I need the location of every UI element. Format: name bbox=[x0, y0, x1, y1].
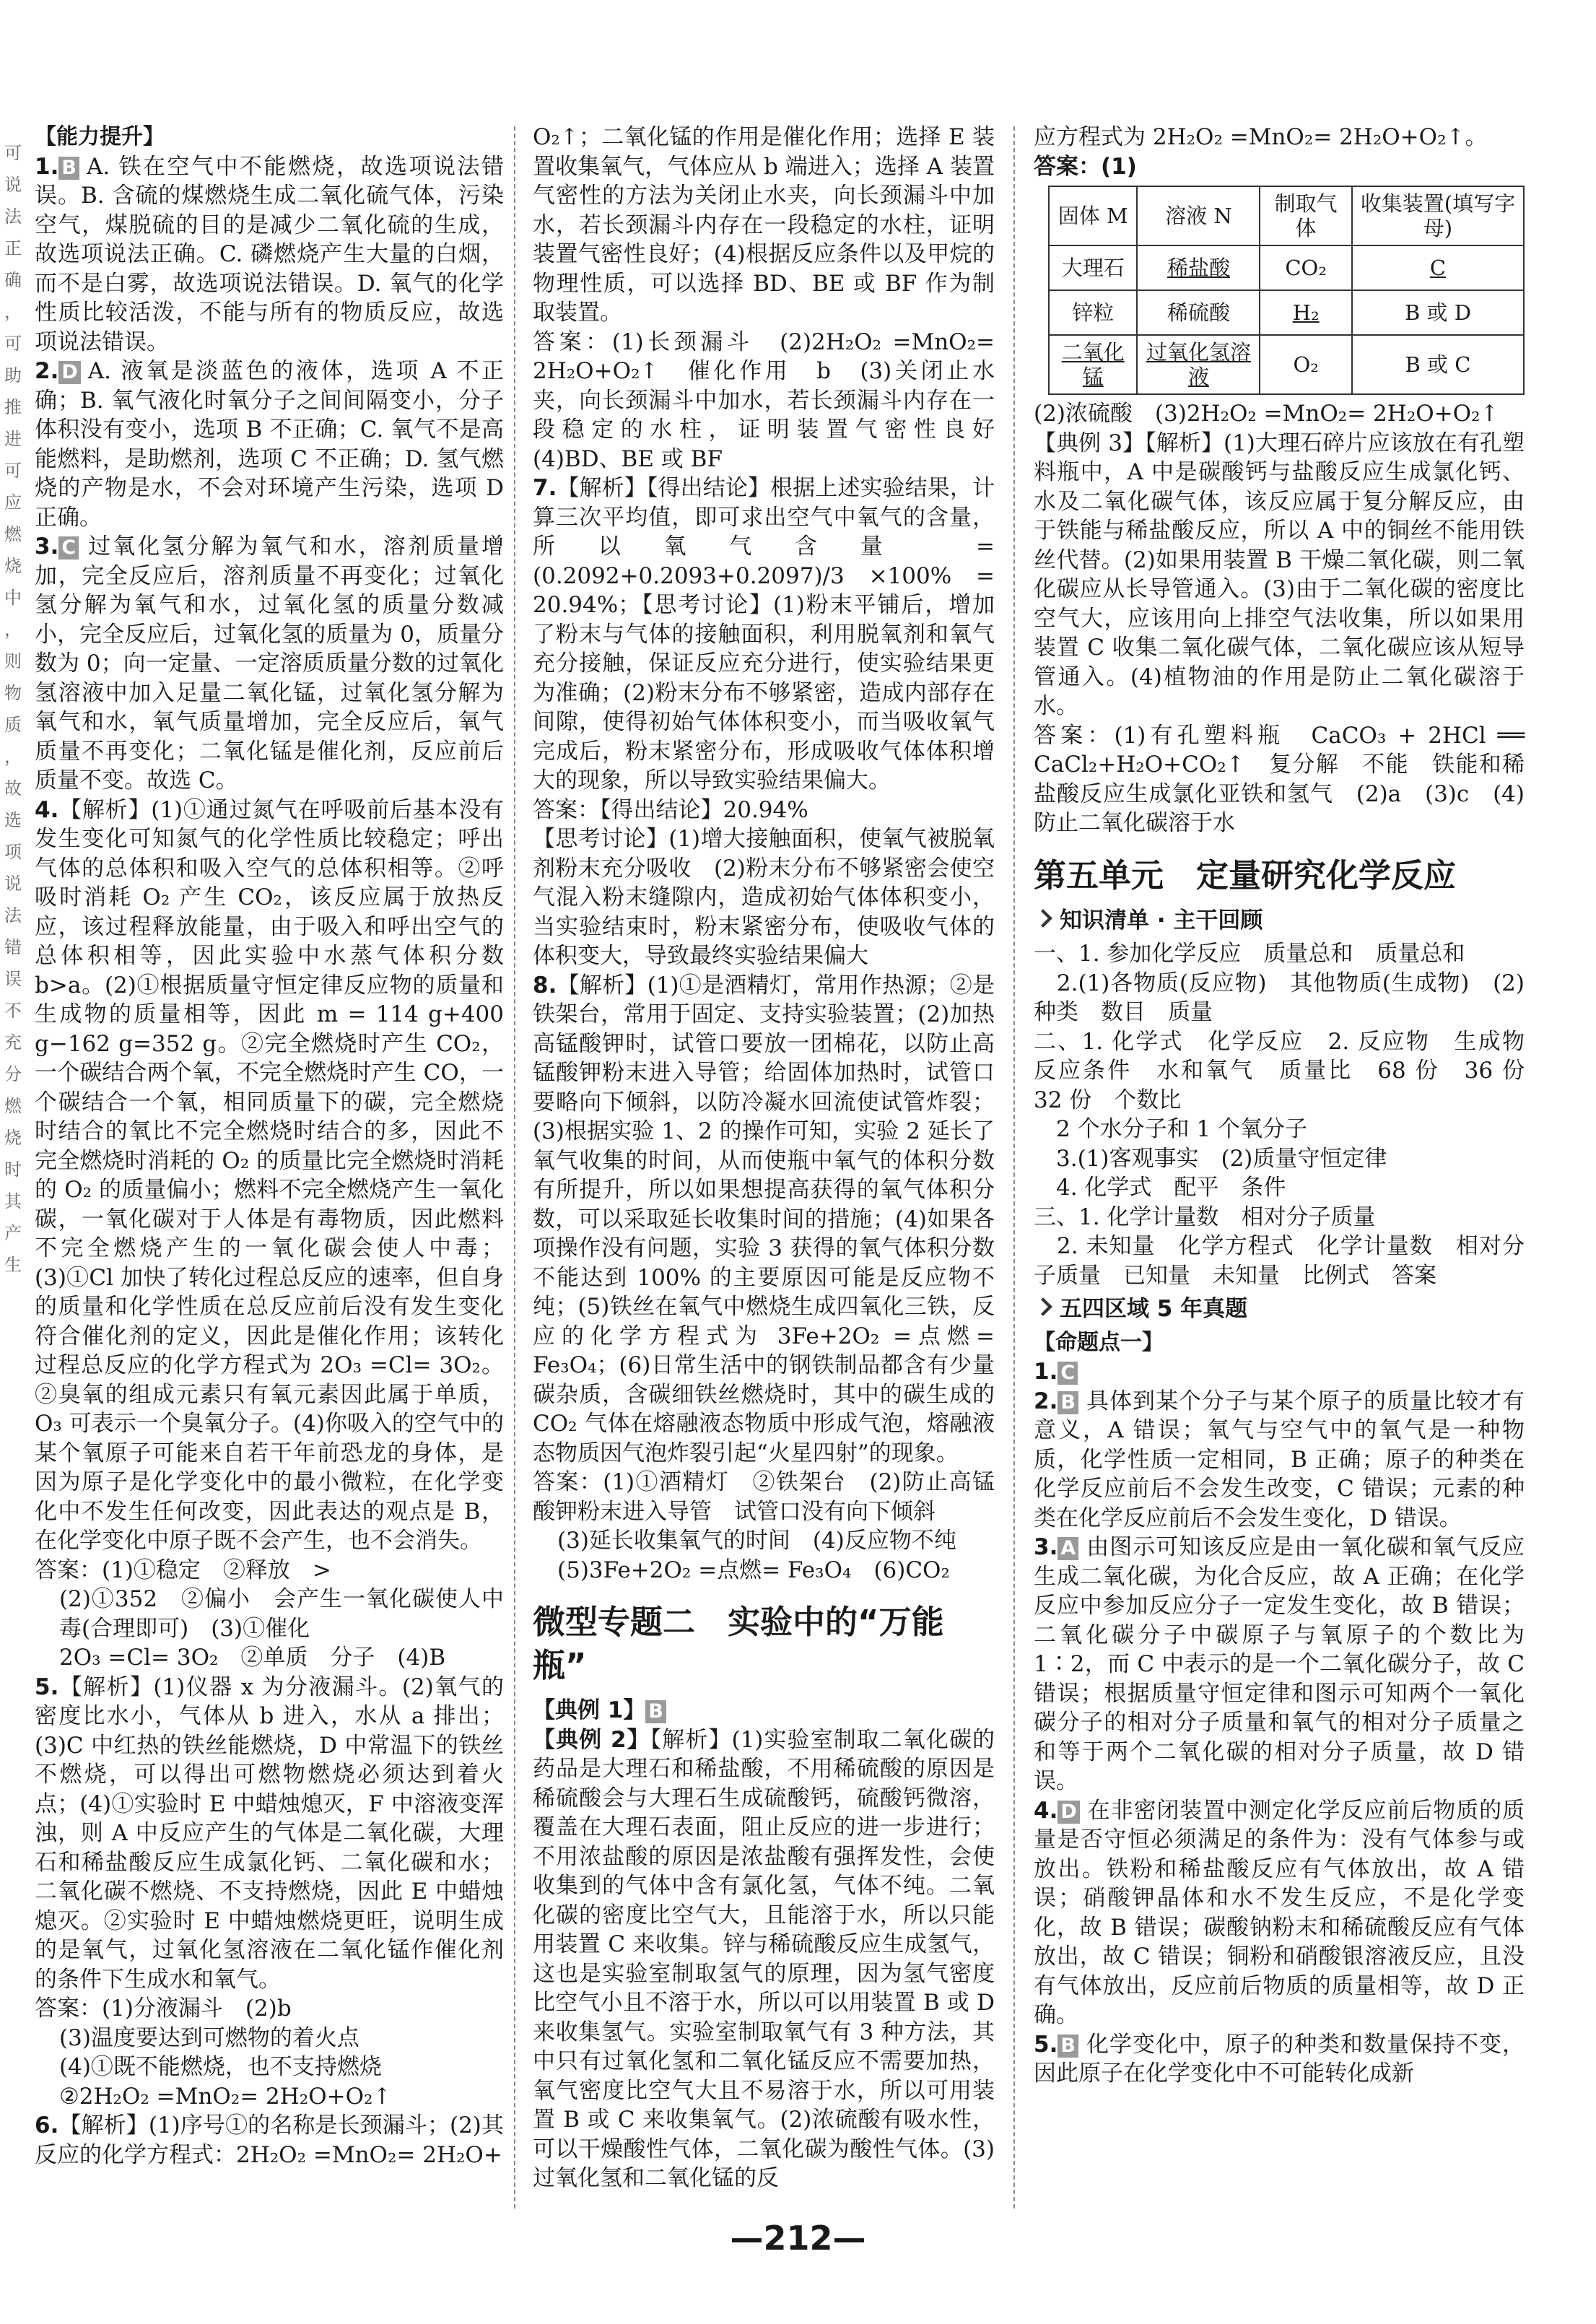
answer-badge: C bbox=[58, 536, 79, 560]
question-text: 具体到某个分子与某个原子的质量比较才有意义，A 错误；氧气与空气中的氧气是一种物质，化学性质一定相同，B 正确；原子的种类在化学反应前后不会发生改变，C 错误；元素的种类在化学反应前后不会发生变化，D 错误。 bbox=[1034, 1388, 1525, 1531]
question-number: 3. bbox=[1034, 1534, 1058, 1560]
table-cell: C bbox=[1352, 245, 1524, 290]
answer-badge: B bbox=[1058, 1391, 1078, 1414]
table-cell: 过氧化氢溶液 bbox=[1137, 335, 1260, 394]
exam-item bbox=[1034, 1796, 1525, 2030]
page-number: —212— bbox=[730, 2219, 866, 2258]
question-number: 1. bbox=[35, 153, 59, 180]
special-topic-title: 微型专题二 实验中的“万能瓶” bbox=[533, 1603, 944, 1684]
question-text: 【解析】(1)①是酒精灯，常用作热源；②是铁架台，常用于固定、支持实验装置；(2)加热高锰酸钾时，试管口要放一团棉花，以防止高锰酸钾粉末进入导管；给固体加热时，试管口要略向下倾斜，以防冷凝水回流使试管炸裂；(3)根据实验 1、2 的操作可知，实验 2 延长了氧气收集的时间，从而使瓶中氧气的体积分数有所提升，所以如果想提高获得的氧气体积分数，可以采取延长收集时间的措施；(4)如果各项操作没有问题，实验 3 获得的氧气体积分数不能达到 100% 的主要原因可能是反应物不纯；(5)铁丝在氧气中燃烧生成四氧化三铁，反应的化学方程式为 3Fe+2O₂ =点燃= Fe₃O₄；(6)日常生活中的钢铁制品都含有少量碳杂质，含碳细铁丝燃烧时，其中的碳生成的 CO₂ 气体在熔融液态物质中形成气泡，熔融液态物质因气泡炸裂引起“火星四射”的现象。 bbox=[533, 972, 995, 1466]
knowledge-list bbox=[1034, 939, 1547, 1290]
question-item bbox=[35, 796, 504, 1556]
question-item bbox=[35, 1673, 504, 1995]
equation-line: 应方程式为 2H₂O₂ =MnO₂= 2H₂O+O₂↑。 bbox=[1034, 124, 1488, 150]
section-heading bbox=[1034, 1294, 1525, 1324]
answer-line: (4)①既不能燃烧，也不支持燃烧 bbox=[59, 2054, 382, 2080]
knowledge-line: 二、1. 化学式 化学反应 2. 反应物 生成物 反应条件 水和氧气 质量比 68 份 36 份 32 份 个数比 bbox=[1034, 1028, 1547, 1113]
question-number: 7. bbox=[533, 475, 557, 501]
question-text: 在非密闭装置中测定化学反应前后物质的质量是否守恒必须满足的条件为：没有气体参与或放出。铁粉和稀盐酸反应有气体放出，故 A 错误；硝酸钾晶体和水不发生反应，不是化学变化，故 B 错误；碳酸钠粉末和稀硫酸反应有气体放出，故 C 错误；铜粉和硝酸银溶液反应，且没有气体放出，反应前后物质的质量相等，故 D 正确。 bbox=[1034, 1797, 1525, 2028]
question-text: 【解析】(1)①通过氮气在呼吸前后基本没有发生变化可知氮气的化学性质比较稳定；呼出气体的总体积和吸入空气的总体积相等。②呼吸时消耗 O₂ 产生 CO₂，该反应属于放热反应，该过程释放能量，由于吸入和呼出空气的总体积相等，因此实验中水蒸气体积分数 b>a。(2)①根据质量守恒定律反应物的质量和生成物的质量相等，因此 m = 114 g+400 g−162 g=352 g。②完全燃烧时产生 CO₂，一个碳结合两个氧，不完全燃烧时产生 CO，一个碳结合一个氧，相同质量下的碳，完全燃烧时结合的氧比不完全燃烧时结合的多，因此不完全燃烧时消耗的 O₂ 的质量比完全燃烧时消耗的 O₂ 的质量偏小；燃料不完全燃烧产生一氧化碳，一氧化碳对于人体是有毒物质，因此燃料不完全燃烧产生的一氧化碳会使人中毒；(3)①Cl 加快了转化过程总反应的速率，但自身的质量和化学性质在总反应前后没有发生变化符合催化剂的定义，因此是催化作用；该转化过程总反应的化学方程式为 2O₃ =Cl= 3O₂。②臭氧的组成元素只有氧元素因此属于单质，O₃ 可表示一个臭氧分子。(4)你吸入的空气中的某个氧原子可能来自若干年前恐龙的身体，是因为原子是化学变化中的最小微粒，在化学变化中不发生任何改变，因此表达的观点是 B，在化学变化中原子既不会产生，也不会消失。 bbox=[35, 796, 504, 1554]
answer-badge: D bbox=[1058, 1801, 1079, 1824]
example-3-analysis: 【典例 3】【解析】(1)大理石碎片应该放在有孔塑料瓶中，A 中是碳酸钙与盐酸反应生成氯化钙、水及二氧化碳气体，该反应属于复分解反应，由于铁能与稀盐酸反应，所以 A 中的铜丝不能用铁丝代替。(2)如果用装置 B 干燥二氧化碳，则二氧化碳应从长导管通入。(3)由于二氧化碳的密度比空气大，应该用向上排空气法收集，所以如果用装置 C 收集二氧化碳气体，二氧化碳应该从短导管通入。(4)植物油的作用是防止二氧化碳溶于水。 bbox=[1034, 430, 1525, 719]
table-cell: H₂ bbox=[1260, 290, 1352, 335]
section-heading bbox=[1034, 906, 1525, 936]
answer-badge: D bbox=[58, 361, 80, 384]
answer-table bbox=[1048, 186, 1525, 395]
paragraph: O₂↑；二氧化锰的作用是催化作用；选择 E 装置收集氧气，气体应从 b 端进入；选择 A 装置气密性的方法为关闭止水夹，向长颈漏斗中加水，若长颈漏斗内存在一段稳定的水柱，证明装置气密性良好；(4)根据反应条件以及甲烷的物理性质，可以选择 BD、BE 或 BF 作为制取装置。 bbox=[533, 124, 995, 326]
question-number: 3. bbox=[35, 534, 59, 560]
column-2 bbox=[533, 123, 1017, 2193]
answer-line: 答案：【得出结论】20.94% bbox=[533, 796, 808, 823]
section-heading-label: 知识清单 · 主干回顾 bbox=[1060, 907, 1263, 933]
answer-line: (2)浓硫酸 (3)2H₂O₂ =MnO₂= 2H₂O+O₂↑ bbox=[1034, 401, 1499, 427]
answer-line: (3)温度要达到可燃物的着火点 bbox=[59, 2024, 359, 2051]
question-number: 4. bbox=[1034, 1797, 1058, 1824]
table-row bbox=[1049, 335, 1524, 394]
question-text: A. 液氧是淡蓝色的液体，选项 A 不正确；B. 氧气液化时氧分子之间间隔变小，分子体积没有变小，选项 B 不正确；C. 氧气不是高能燃料，是助燃剂，选项 C 不正确；D. 氢气燃烧的产物是水，不会对环境产生污染，选项 D 正确。 bbox=[35, 358, 504, 531]
table-row bbox=[1049, 245, 1524, 290]
answer-badge: A bbox=[1058, 1537, 1078, 1560]
answer-line: (5)3Fe+2O₂ =点燃= Fe₃O₄ (6)CO₂ bbox=[557, 1557, 950, 1583]
question-text: 【解析】(1)序号①的名称是长颈漏斗；(2)其反应的化学方程式：2H₂O₂ =MnO₂= 2H₂O+ bbox=[35, 2112, 504, 2168]
question-number: 2. bbox=[35, 358, 59, 384]
question-item bbox=[533, 474, 995, 796]
table-header-cell: 制取气体 bbox=[1260, 186, 1352, 245]
question-text: A. 铁在空气中不能燃烧，故选项说法错误。B. 含硫的煤燃烧生成二氧化硫气体，污染空气，煤脱硫的目的是减少二氧化硫的生成，故选项说法正确。C. 磷燃烧产生大量的白烟，而不是白雾，故选项说法错误。D. 氧气的化学性质比较活泼，不能与所有的物质反应，故选项说法错误。 bbox=[35, 153, 504, 355]
table-header-cell: 溶液 N bbox=[1137, 186, 1260, 245]
answer-line: ②2H₂O₂ =MnO₂= 2H₂O+O₂↑ bbox=[59, 2083, 392, 2110]
table-cell: 锌粒 bbox=[1049, 290, 1137, 335]
answer-label: 答案：(1) bbox=[1034, 153, 1137, 180]
answer-line: (2)①352 ②偏小 会产生一氧化碳使人中毒(合理即可) (3)①催化 bbox=[59, 1586, 504, 1642]
knowledge-line: 3.(1)客观事实 (2)质量守恒定律 bbox=[1034, 1145, 1387, 1172]
chevron-right-icon bbox=[1034, 1297, 1052, 1316]
question-item bbox=[533, 971, 995, 1468]
answer-line: 2O₃ =Cl= 3O₂ ②单质 分子 (4)B bbox=[59, 1645, 446, 1671]
section-heading: 【能力提升】 bbox=[35, 124, 165, 149]
table-header-cell: 收集装置(填写字母) bbox=[1352, 186, 1524, 245]
question-number: 4. bbox=[35, 796, 59, 823]
exam-item bbox=[1034, 1357, 1525, 1387]
question-text: 【解析】(1)仪器 x 为分液漏斗。(2)氧气的密度比水小，气体从 b 进入，水从 a 排出；(3)C 中红热的铁丝能燃烧，D 中常温下的铁丝不燃烧，可以得出可燃物燃烧必须达到着火点；(4)①实验时 E 中蜡烛熄灭，F 中溶液变浑浊，则 A 中反应产生的气体是二氧化碳，大理石和稀盐酸反应生成氯化钙、二氧化碳和水；二氧化碳不燃烧、不支持燃烧，因此 E 中蜡烛熄灭。②实验时 E 中蜡烛燃烧更旺，说明生成的是氧气，过氧化氢溶液在二氧化锰作催化剂的条件下生成水和氧气。 bbox=[35, 1674, 504, 1993]
exam-item bbox=[1034, 2030, 1525, 2089]
section-heading-label: 五四区域 5 年真题 bbox=[1060, 1296, 1248, 1322]
table-cell: O₂ bbox=[1260, 335, 1352, 394]
question-text: 过氧化氢分解为氧气和水，溶剂质量增加，完全反应后，溶剂质量不再变化；过氧化氢分解为氧气和水，过氧化氢的质量分数减小，完全反应后，过氧化氢的质量为 0，质量分数为 0；向一定量、一定溶质质量分数的过氧化氢溶液中加入足量二氧化锰，过氧化氢分解为氧气和水，氧气质量增加，完全反应后，氧气质量不再变化；二氧化锰是催化剂，反应前后质量不变。故选 C。 bbox=[35, 534, 504, 793]
knowledge-line: 2.(1)各物质(反应物) 其他物质(生成物) (2)种类 数目 质量 bbox=[1034, 970, 1525, 1025]
question-number: 2. bbox=[1034, 1388, 1058, 1414]
answer-line: 答案：(1)长颈漏斗 (2)2H₂O₂ =MnO₂= 2H₂O+O₂↑ 催化作用 b (3)关闭止水夹，向长颈漏斗中加水，若长颈漏斗内存在一段稳定的水柱，证明装置气密性良好 (4)BD、BE 或 BF bbox=[533, 328, 1017, 472]
chevron-right-icon bbox=[1034, 909, 1052, 928]
column-3 bbox=[1034, 123, 1547, 2089]
exam-item bbox=[1034, 1387, 1525, 1533]
table-header-cell: 固体 M bbox=[1049, 186, 1137, 245]
table-row bbox=[1049, 290, 1524, 335]
question-number: 6. bbox=[35, 2112, 59, 2138]
knowledge-line: 2 个水分子和 1 个氧分子 bbox=[1034, 1116, 1308, 1142]
paragraph: 【思考讨论】(1)增大接触面积，使氧气被脱氧剂粉末充分吸收 (2)粉末分布不够紧密会使空气混入粉末缝隙内，造成初始气体体积变小，当实验结束时，粉末紧密分布，使吸收气体的体积变大，导致最终实验结果偏大 bbox=[533, 826, 995, 969]
answer-badge: C bbox=[1058, 1362, 1078, 1385]
exam-answers bbox=[1034, 1357, 1525, 2089]
left-edge-bleed-text: 可说法正确，可助推进可应燃烧中，则物质，故选项说法错误不充分燃烧时其产生 bbox=[4, 143, 22, 1275]
answer-line: 答案：(1)分液漏斗 (2)b bbox=[35, 1996, 292, 2021]
question-item bbox=[35, 357, 504, 532]
question-text: 【解析】(1)实验室制取二氧化碳的药品是大理石和稀盐酸，不用稀硫酸的原因是稀硫酸会与大理石生成硫酸钙，硫酸钙微溶，覆盖在大理石表面，阻止反应的进一步进行；不用浓盐酸的原因是浓盐酸有强挥发性，会使收集到的气体中含有氯化氢，气体不纯。二氧化碳的密度比空气大，且能溶于水，所以只能用装置 C 来收集。锌与稀硫酸反应生成氢气，这也是实验室制取氢气的原理，因为氢气密度比空气小且不溶于水，所以可以用装置 B 或 D 来收集氢气。实验室制取氧气有 3 种方法，其中只有过氧化氢和二氧化锰反应不需要加热，氧气密度比空气大且不易溶于水，所以可用装置 B 或 C 来收集氧气。(2)浓硫酸有吸水性，可以干燥酸性气体，二氧化碳为酸性气体。(3)过氧化氢和二氧化锰的反 bbox=[533, 1726, 995, 2191]
question-text: 由图示可知该反应是由一氧化碳和氧气反应生成二氧化碳，为化合反应，故 A 正确；在化学反应中参加反应分子一定发生变化，故 B 错误；二氧化碳分子中碳原子与氧原子的个数比为 1∶2，而 C 中表示的是一个二氧化碳分子，故 C 错误；根据质量守恒定律和图示可知两个一氧化碳分子的相对分子质量和氧气的相对分子质量之和等于两个二氧化碳的相对分子质量，故 D 错误。 bbox=[1034, 1534, 1525, 1794]
question-number: 【典例 2】 bbox=[533, 1726, 650, 1753]
table-cell: B 或 C bbox=[1352, 335, 1524, 394]
question-item bbox=[533, 1725, 995, 2193]
knowledge-line: 一、1. 参加化学反应 质量总和 质量总和 bbox=[1034, 941, 1465, 967]
knowledge-line: 2. 未知量 化学方程式 化学计量数 相对分子质量 已知量 未知量 比例式 答案 bbox=[1034, 1233, 1525, 1289]
table-cell: 二氧化锰 bbox=[1049, 335, 1137, 394]
table-cell: 稀硫酸 bbox=[1137, 290, 1260, 335]
answer-line: 答案：(1)①稳定 ②释放 > bbox=[35, 1557, 331, 1583]
question-item bbox=[35, 152, 504, 357]
knowledge-line: 4. 化学式 配平 条件 bbox=[1034, 1175, 1286, 1201]
table-header-row bbox=[1049, 186, 1524, 245]
column-1 bbox=[35, 123, 504, 2169]
question-number: 8. bbox=[533, 972, 557, 998]
table-cell: 大理石 bbox=[1049, 245, 1137, 290]
answer-badge: B bbox=[58, 157, 79, 180]
answer-badge: B bbox=[645, 1700, 666, 1723]
answer-line: (3)延长收集氧气的时间 (4)反应物不纯 bbox=[557, 1528, 956, 1554]
table-cell: B 或 D bbox=[1352, 290, 1524, 335]
question-text: 【解析】【得出结论】根据上述实验结果，计算三次平均值，即可求出空气中氧气的含量，所以氧气含量 = (0.2092+0.2093+0.2097)/3 ×100% = 20.94%；【思考讨论】(1)粉末平铺后，增加了粉末与气体的接触面积，利用脱氧剂和氧气充分接触，保证反应充分进行，使实验结果更为准确；(2)粉末分布不够紧密，造成内部存在间隙，使得初始气体体积变小，而当吸收氧气完成后，粉末紧密分布，形成吸收气体体积增大的现象，所以导致实验结果偏大。 bbox=[533, 475, 995, 793]
knowledge-line: 三、1. 化学计量数 相对分子质量 bbox=[1034, 1204, 1376, 1230]
question-number: 1. bbox=[1034, 1359, 1058, 1385]
proposition-point-heading: 【命题点一】 bbox=[1034, 1329, 1164, 1355]
table-cell: 稀盐酸 bbox=[1137, 245, 1260, 290]
question-number: 5. bbox=[35, 1674, 59, 1700]
question-text: 化学变化中，原子的种类和数量保持不变，因此原子在化学变化中不可能转化成新 bbox=[1034, 2031, 1525, 2086]
question-item bbox=[35, 532, 504, 796]
unit-title: 第五单元 定量研究化学反应 bbox=[1034, 856, 1457, 895]
question-number: 5. bbox=[1034, 2031, 1058, 2058]
table-cell: CO₂ bbox=[1260, 245, 1352, 290]
example-3-answer: 答案：(1)有孔塑料瓶 CaCO₃ + 2HCl ══ CaCl₂+H₂O+CO₂↑ 复分解 不能 铁能和稀盐酸反应生成氯化亚铁和氢气 (2)a (3)c (4)防止二氧化碳溶于水 bbox=[1034, 722, 1525, 836]
exam-item bbox=[1034, 1533, 1525, 1796]
question-item bbox=[35, 2111, 504, 2169]
question-number: 【典例 1】 bbox=[533, 1697, 646, 1723]
question-item bbox=[533, 1696, 995, 1725]
column-divider-1 bbox=[514, 126, 515, 2208]
answer-badge: B bbox=[1058, 2034, 1078, 2058]
answer-line: 答案：(1)①酒精灯 ②铁架台 (2)防止高锰酸钾粉末进入导管 试管口没有向下倾斜 bbox=[533, 1469, 995, 1525]
